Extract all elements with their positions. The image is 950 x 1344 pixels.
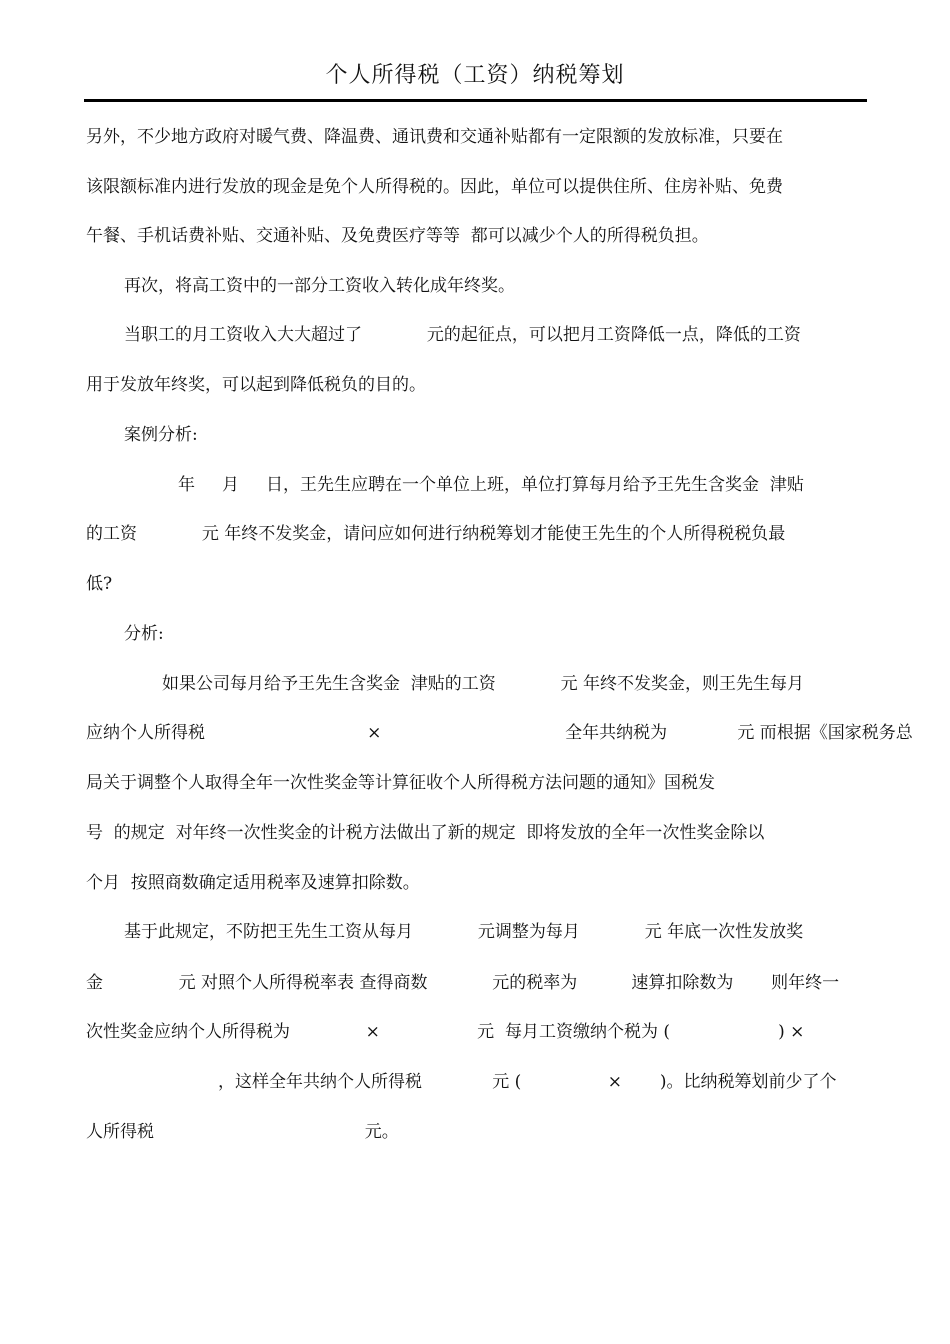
body-line: 个月 按照商数确定适用税率及速算扣除数。 [86, 873, 420, 893]
body-line: 的工资 元 年终不发奖金，请问应如何进行纳税筹划才能使王先生的个人所得税税负最 [86, 524, 786, 544]
body-line: 金 元 对照个人所得税率表 查得商数 元的税率为 速算扣除数为 则年终一 [86, 973, 840, 993]
body-line: 用于发放年终奖，可以起到降低税负的目的。 [86, 375, 426, 395]
body-line: 当职工的月工资收入大大超过了 元的起征点，可以把月工资降低一点，降低的工资 [124, 325, 801, 345]
body-line: 号 的规定 对年终一次性奖金的计税方法做出了新的规定 即将发放的全年一次性奖金除以 [86, 823, 765, 843]
body-line: ，这样全年共纳个人所得税 元 ( × )。比纳税筹划前少了个 [218, 1072, 837, 1092]
page-title: 个人所得税（工资）纳税筹划 [325, 63, 625, 88]
header-rule [84, 99, 867, 102]
body-line: 次性奖金应纳个人所得税为 × 元 每月工资缴纳个税为 ( ) × [86, 1022, 805, 1042]
body-line: 基于此规定，不防把王先生工资从每月 元调整为每月 元 年底一次性发放奖 [124, 922, 804, 942]
body-line: 案例分析: [124, 425, 198, 445]
body-line: 另外，不少地方政府对暖气费、降温费、通讯费和交通补贴都有一定限额的发放标准，只要在 [86, 127, 783, 147]
body-line: 年 月 日，王先生应聘在一个单位上班，单位打算每月给予王先生含奖金 津贴 [178, 475, 804, 495]
body-line: 如果公司每月给予王先生含奖金 津贴的工资 元 年终不发奖金，则王先生每月 [162, 674, 805, 694]
body-line: 应纳个人所得税 × 全年共纳税为 元 而根据《国家税务总 [86, 723, 913, 743]
body-line: 该限额标准内进行发放的现金是免个人所得税的。因此，单位可以提供住所、住房补贴、免费 [86, 177, 783, 197]
body-line: 再次，将高工资中的一部分工资收入转化成年终奖。 [124, 276, 515, 296]
body-line: 分析: [124, 624, 164, 644]
body-line: 局关于调整个人取得全年一次性奖金等计算征收个人所得税方法问题的通知》国税发 [86, 773, 715, 793]
body-line: 低? [86, 574, 113, 594]
body-line: 午餐、手机话费补贴、交通补贴、及免费医疗等等 都可以减少个人的所得税负担。 [86, 226, 709, 246]
body-line: 人所得税 元。 [86, 1122, 399, 1142]
